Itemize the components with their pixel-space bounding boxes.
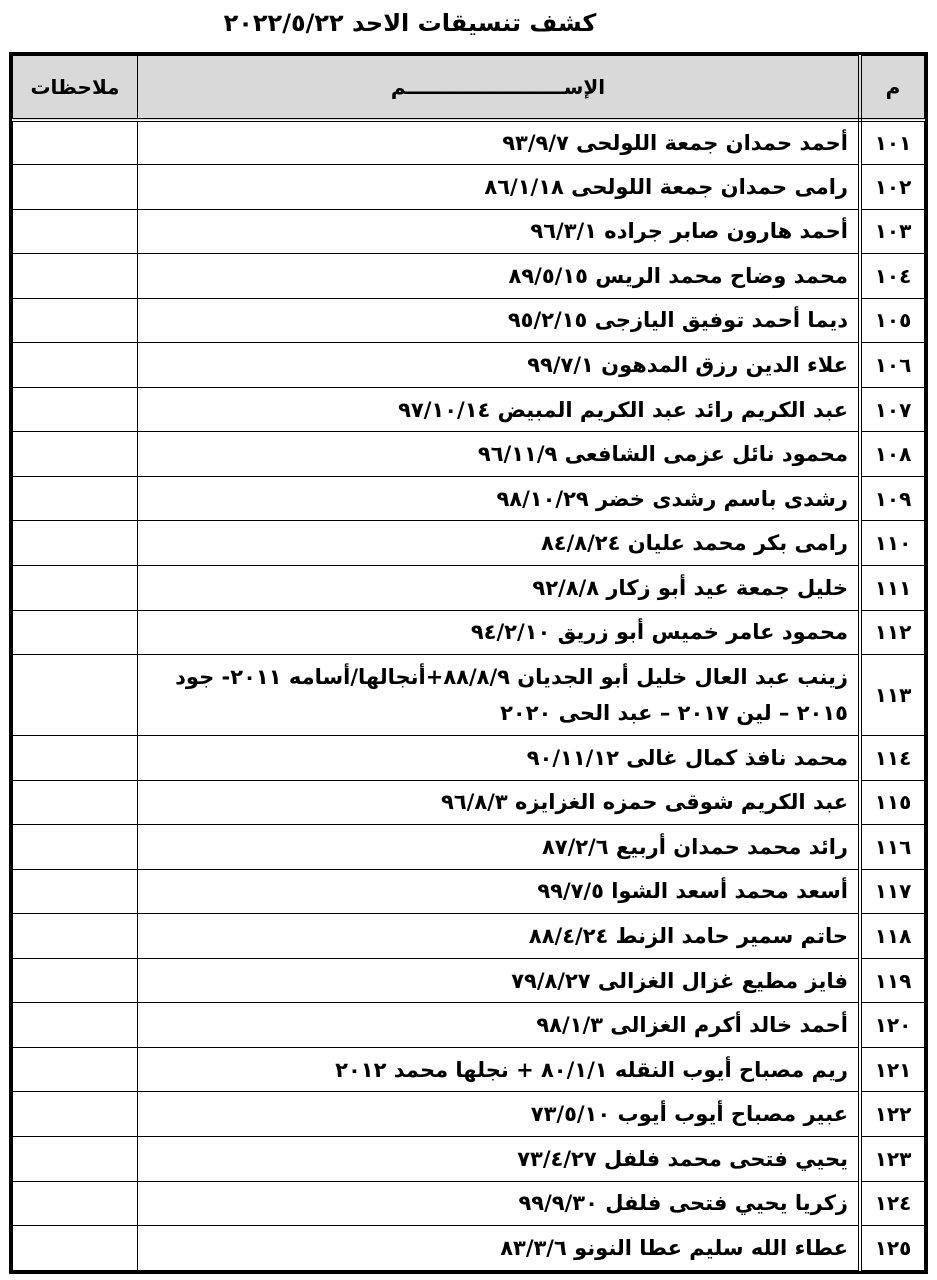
row-notes: [13, 1226, 138, 1271]
row-notes: [13, 958, 138, 1003]
row-notes: [13, 165, 138, 210]
names-sheet: [9, 52, 928, 1274]
row-number: ١١٢: [860, 610, 925, 655]
table-row: [13, 1047, 925, 1092]
table-row: [13, 914, 925, 959]
table-row: [13, 1137, 925, 1182]
row-name: علاء الدين رزق المدهون ٩٩/٧/١: [138, 343, 861, 388]
row-notes: [13, 476, 138, 521]
table-row: [13, 209, 925, 254]
row-name: ديما أحمد توفيق اليازجى ٩٥/٢/١٥: [138, 298, 861, 343]
row-number: ١١٩: [860, 958, 925, 1003]
row-notes: [13, 254, 138, 299]
row-name: زينب عبد العال خليل أبو الجديان ٨٨/٨/٩+أنجالها/أسامه ٢٠١١- جود ٢٠١٥ – لين ٢٠١٧ – عبد الحى ٢٠٢٠: [138, 655, 861, 736]
row-number: ١٢٣: [860, 1137, 925, 1182]
row-name: أحمد خالد أكرم الغزالى ٩٨/١/٣: [138, 1003, 861, 1048]
row-notes: [13, 120, 138, 165]
row-name: رامى بكر محمد عليان ٨٤/٨/٢٤: [138, 521, 861, 566]
table-row: [13, 869, 925, 914]
row-name: رامى حمدان جمعة اللولحى ٨٦/١/١٨: [138, 165, 861, 210]
row-notes: [13, 521, 138, 566]
row-notes: [13, 1047, 138, 1092]
row-name: خليل جمعة عيد أبو زكار ٩٢/٨/٨: [138, 565, 861, 610]
row-number: ١١٧: [860, 869, 925, 914]
row-number: ١٠٢: [860, 165, 925, 210]
row-number: ١٢٠: [860, 1003, 925, 1048]
row-number: ١٠٩: [860, 476, 925, 521]
row-name: محمد وضاح محمد الريس ٨٩/٥/١٥: [138, 254, 861, 299]
row-number: ١١٤: [860, 736, 925, 781]
row-name: رشدى باسم رشدى خضر ٩٨/١٠/٢٩: [138, 476, 861, 521]
table-row: [13, 165, 925, 210]
row-name: أحمد هارون صابر جراده ٩٦/٣/١: [138, 209, 861, 254]
row-name: عبد الكريم رائد عبد الكريم المبيض ٩٧/١٠/١٤: [138, 387, 861, 432]
table-row: [13, 655, 925, 736]
row-name: عطاء الله سليم عطا النونو ٨٣/٣/٦: [138, 1226, 861, 1271]
names-table: [12, 55, 925, 1271]
row-number: ١٠٧: [860, 387, 925, 432]
row-name: محمد نافذ كمال غالى ٩٠/١١/١٢: [138, 736, 861, 781]
row-number: ١١٨: [860, 914, 925, 959]
header-name: الإســـــــــــــــــــــــم: [138, 56, 861, 121]
row-notes: [13, 1092, 138, 1137]
row-notes: [13, 610, 138, 655]
row-number: ١٠٦: [860, 343, 925, 388]
row-name: يحيي فتحى محمد فلفل ٧٣/٤/٢٧: [138, 1137, 861, 1182]
row-notes: [13, 825, 138, 870]
header-number: م: [860, 56, 925, 121]
row-number: ١٠٤: [860, 254, 925, 299]
row-notes: [13, 1181, 138, 1226]
row-number: ١٠٣: [860, 209, 925, 254]
row-name: حاتم سمير حامد الزنط ٨٨/٤/٢٤: [138, 914, 861, 959]
table-row: [13, 120, 925, 165]
row-number: ١١٦: [860, 825, 925, 870]
row-number: ١٢٥: [860, 1226, 925, 1271]
row-notes: [13, 432, 138, 477]
row-name: زكريا يحيي فتحى فلفل ٩٩/٩/٣٠: [138, 1181, 861, 1226]
table-row: [13, 1092, 925, 1137]
row-notes: [13, 780, 138, 825]
row-number: ١٢٢: [860, 1092, 925, 1137]
row-name: محمود نائل عزمى الشافعى ٩٦/١١/٩: [138, 432, 861, 477]
row-notes: [13, 209, 138, 254]
row-number: ١٢١: [860, 1047, 925, 1092]
row-notes: [13, 565, 138, 610]
row-notes: [13, 298, 138, 343]
row-name: عبد الكريم شوقى حمزه الغزايزه ٩٦/٨/٣: [138, 780, 861, 825]
row-notes: [13, 736, 138, 781]
page-title: كشف تنسيقات الاحد ٢٠٢٢/٥/٢٢: [223, 9, 597, 37]
table-row: [13, 476, 925, 521]
table-row: [13, 1003, 925, 1048]
row-name: رائد محمد حمدان أربيع ٨٧/٢/٦: [138, 825, 861, 870]
row-name: أحمد حمدان جمعة اللولحى ٩٣/٩/٧: [138, 120, 861, 165]
table-row: [13, 1226, 925, 1271]
row-notes: [13, 387, 138, 432]
table-row: [13, 825, 925, 870]
row-notes: [13, 1137, 138, 1182]
row-name: فايز مطيع غزال الغزالى ٧٩/٨/٢٧: [138, 958, 861, 1003]
row-number: ١١١: [860, 565, 925, 610]
row-number: ١١٣: [860, 655, 925, 736]
row-notes: [13, 914, 138, 959]
row-notes: [13, 655, 138, 736]
table-row: [13, 736, 925, 781]
row-number: ١٠٥: [860, 298, 925, 343]
table-row: [13, 432, 925, 477]
table-row: [13, 610, 925, 655]
row-number: ١٢٤: [860, 1181, 925, 1226]
table-row: [13, 958, 925, 1003]
row-name: ريم مصباح أيوب النقله ٨٠/١/١ + نجلها محمد ٢٠١٢: [138, 1047, 861, 1092]
header-row: [13, 56, 925, 121]
table-row: [13, 780, 925, 825]
header-notes: ملاحظات: [13, 56, 138, 121]
row-number: ١٠١: [860, 120, 925, 165]
row-name: محمود عامر خميس أبو زريق ٩٤/٢/١٠: [138, 610, 861, 655]
row-name: عبير مصباح أيوب أيوب ٧٣/٥/١٠: [138, 1092, 861, 1137]
row-number: ١١٠: [860, 521, 925, 566]
row-number: ١١٥: [860, 780, 925, 825]
table-row: [13, 1181, 925, 1226]
row-number: ١٠٨: [860, 432, 925, 477]
table-row: [13, 254, 925, 299]
row-notes: [13, 869, 138, 914]
table-row: [13, 387, 925, 432]
row-notes: [13, 343, 138, 388]
table-row: [13, 521, 925, 566]
table-row: [13, 298, 925, 343]
row-name: أسعد محمد أسعد الشوا ٩٩/٧/٥: [138, 869, 861, 914]
table-row: [13, 565, 925, 610]
table-row: [13, 343, 925, 388]
row-notes: [13, 1003, 138, 1048]
